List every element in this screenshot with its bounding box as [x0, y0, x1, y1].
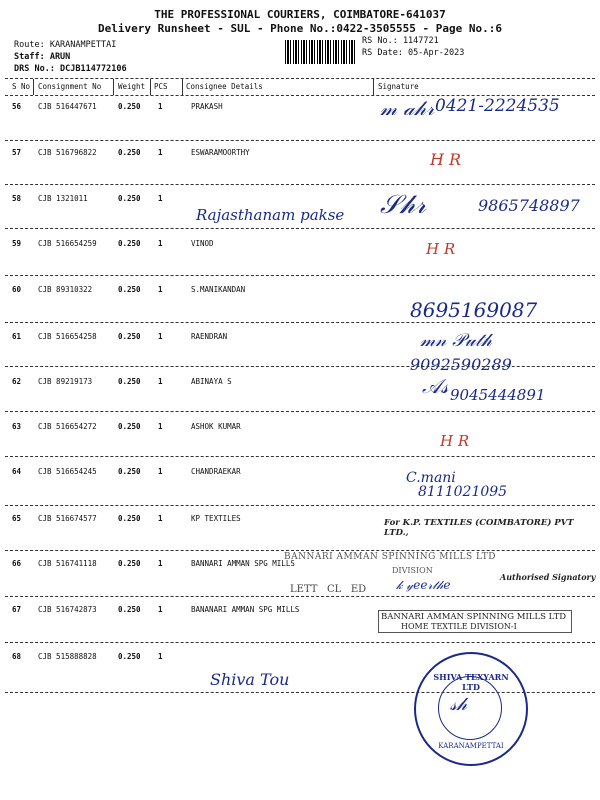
col-weight: Weight: [118, 82, 146, 91]
signature-scribble: 𝓂𝓃 𝒫𝓊𝓉𝒽: [420, 330, 492, 351]
col-signature: Signature: [378, 82, 419, 91]
seal-name: SHIVA TEXYARN LTD: [433, 672, 509, 692]
row-consignee: KP TEXTILES: [191, 514, 241, 523]
row-pcs: 1: [158, 377, 163, 386]
row-pcs: 1: [158, 559, 163, 568]
row-consignment: CJB 516741118: [38, 559, 97, 568]
row-sno: 62: [12, 377, 22, 386]
row-weight: 0.250: [118, 605, 141, 614]
row-sno: 67: [12, 605, 22, 614]
bannari-box-stamp-division: HOME TEXTILE DIVISION-I: [401, 622, 517, 631]
handwritten-phone: 8695169087: [410, 298, 538, 322]
authorised-signatory: Authorised Signatory: [500, 572, 596, 582]
row-rule: [5, 596, 595, 597]
handwritten-phone: 9865748897: [478, 196, 580, 215]
row-pcs: 1: [158, 652, 163, 661]
header-top-rule: [5, 78, 595, 79]
signature-scribble: 𝓀 𝓎𝑒𝑒𝓇𝓉𝒽𝑒: [396, 578, 451, 592]
signature-scribble: 𝓈𝒽: [450, 694, 467, 715]
row-rule: [5, 456, 595, 457]
row-pcs: 1: [158, 422, 163, 431]
col-divider: [182, 79, 183, 95]
row-pcs: 1: [158, 467, 163, 476]
row-consignee: BANNARI AMMAN SPG MILLS: [191, 559, 295, 568]
row-consignment: CJB 516654272: [38, 422, 97, 431]
row-consignment: CJB 516654245: [38, 467, 97, 476]
row-sno: 61: [12, 332, 22, 341]
handwritten-initials: H R: [426, 240, 456, 258]
row-pcs: 1: [158, 194, 163, 203]
row-weight: 0.250: [118, 652, 141, 661]
barcode-image: [285, 40, 355, 64]
row-weight: 0.250: [118, 422, 141, 431]
row-consignment: CJB 516654258: [38, 332, 97, 341]
row-pcs: 1: [158, 239, 163, 248]
col-divider: [150, 79, 151, 95]
company-seal: [414, 652, 528, 766]
bannari-stamp: BANNARI AMMAN SPINNING MILLS LTD: [284, 552, 496, 562]
col-divider: [373, 79, 374, 95]
row-consignee: RAENDRAN: [191, 332, 228, 341]
row-consignment: CJB 516796822: [38, 148, 97, 157]
handwritten-phone: 9045444891: [450, 386, 546, 404]
row-pcs: 1: [158, 285, 163, 294]
signature-scribble: 𝒮𝒽𝓇: [380, 190, 426, 220]
row-sno: 57: [12, 148, 22, 157]
row-sno: 59: [12, 239, 22, 248]
row-sno: 65: [12, 514, 22, 523]
seal-location: KARANAMPETTAI: [438, 742, 504, 750]
row-weight: 0.250: [118, 559, 141, 568]
row-rule: [5, 275, 595, 276]
row-weight: 0.250: [118, 102, 141, 111]
row-weight: 0.250: [118, 332, 141, 341]
row-consignee: ESWARAMOORTHY: [191, 148, 250, 157]
drs-number: DRS No.: DCJB114772106: [14, 64, 127, 74]
row-rule: [5, 322, 595, 323]
row-sno: 56: [12, 102, 22, 111]
row-sno: 60: [12, 285, 22, 294]
handwritten-phone: 0421-2224535: [435, 96, 560, 116]
handwritten-initials: H R: [440, 432, 470, 450]
row-consignee: ABINAYA S: [191, 377, 232, 386]
seal-inner-ring: [438, 676, 502, 740]
bannari-stamp-division: DIVISION: [392, 566, 433, 575]
row-sno: 64: [12, 467, 22, 476]
bannari-box-stamp-name: BANNARI AMMAN SPINNING MILLS LTD: [381, 612, 567, 622]
row-pcs: 1: [158, 514, 163, 523]
row-consignment: CJB 515888828: [38, 652, 97, 661]
row-weight: 0.250: [118, 148, 141, 157]
row-sno: 66: [12, 559, 22, 568]
col-divider: [113, 79, 114, 95]
col-divider: [33, 79, 34, 95]
row-consignment: CJB 516654259: [38, 239, 97, 248]
row-consignment: CJB 516742873: [38, 605, 97, 614]
handwritten-initials: H R: [430, 150, 462, 169]
runsheet-subtitle: Delivery Runsheet - SUL - Phone No.:0422-3505555 - Page No.:6: [98, 22, 502, 35]
col-pcs: PCS: [154, 82, 168, 91]
row-rule: [5, 184, 595, 185]
row-consignee: VINOD: [191, 239, 214, 248]
row-consignment: CJB 516447671: [38, 102, 97, 111]
row-pcs: 1: [158, 332, 163, 341]
signature-scribble: 𝓂 𝒶𝒽𝓇: [380, 96, 435, 120]
row-sno: 58: [12, 194, 22, 203]
staff-label: Staff: ARUN: [14, 52, 71, 62]
bannari-box-stamp: [378, 610, 572, 633]
rs-number: RS No.: 1147721: [362, 36, 439, 46]
route-label: Route: KARANAMPETTAI: [14, 40, 117, 50]
row-rule: [5, 411, 595, 412]
row-pcs: 1: [158, 102, 163, 111]
kp-textiles-stamp: For K.P. TEXTILES (COIMBATORE) PVT LTD.,: [384, 518, 574, 538]
row-rule: [5, 642, 595, 643]
handwritten-name: Shiva Tou: [210, 670, 290, 689]
row-consignee: BANANARI AMMAN SPG MILLS: [191, 605, 300, 614]
row-weight: 0.250: [118, 285, 141, 294]
row-consignment: CJB 89310322: [38, 285, 93, 294]
row-consignee: PRAKASH: [191, 102, 223, 111]
row-weight: 0.250: [118, 377, 141, 386]
row-sno: 63: [12, 422, 22, 431]
row-weight: 0.250: [118, 239, 141, 248]
col-sno: S No: [12, 82, 31, 91]
row-rule: [5, 140, 595, 141]
handwritten-phone: 9092590289: [410, 355, 512, 374]
company-title: THE PROFESSIONAL COURIERS, COIMBATORE-641037: [154, 8, 446, 21]
rs-date: RS Date: 05-Apr-2023: [362, 48, 465, 58]
row-pcs: 1: [158, 605, 163, 614]
row-rule: [5, 228, 595, 229]
row-pcs: 1: [158, 148, 163, 157]
row-sno: 68: [12, 652, 22, 661]
row-consignment: CJB 89219173: [38, 377, 93, 386]
row-rule: [5, 550, 595, 551]
handwritten-name: Rajasthanam pakse: [196, 206, 345, 224]
row-consignment: CJB 1321011: [38, 194, 88, 203]
row-weight: 0.250: [118, 194, 141, 203]
signature-scribble: 𝒜𝓈: [422, 374, 449, 398]
handwritten-phone: 8111021095: [418, 484, 508, 500]
row-consignee: S.MANIKANDAN: [191, 285, 246, 294]
row-rule: [5, 505, 595, 506]
col-consignee: Consignee Details: [186, 82, 263, 91]
row-weight: 0.250: [118, 467, 141, 476]
handwritten-name: C.mani: [406, 470, 456, 486]
bannari-stamp-faded: LETT CL ED: [290, 584, 367, 595]
row-consignee: ASHOK KUMAR: [191, 422, 241, 431]
col-consignment: Consignment No: [38, 82, 102, 91]
row-weight: 0.250: [118, 514, 141, 523]
row-consignment: CJB 516674577: [38, 514, 97, 523]
row-consignee: CHANDRAEKAR: [191, 467, 241, 476]
